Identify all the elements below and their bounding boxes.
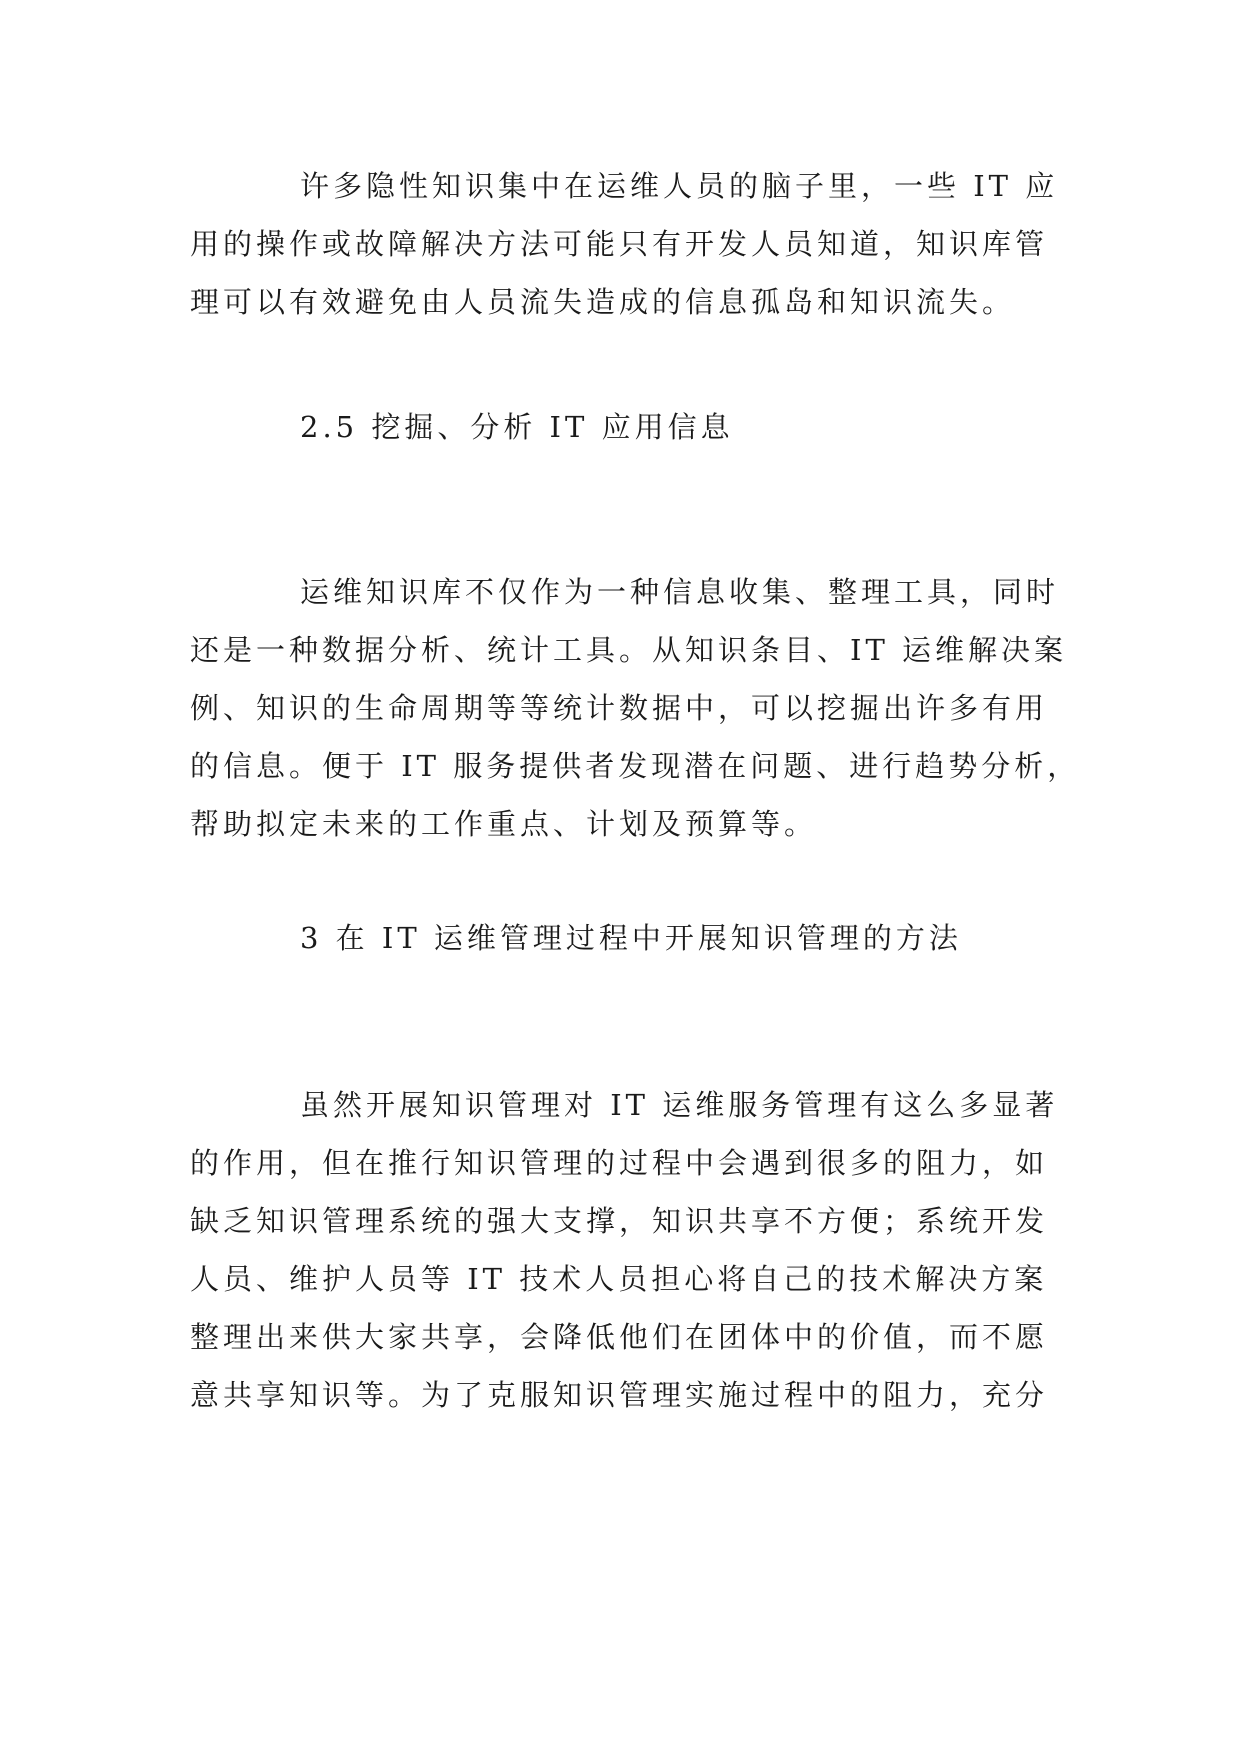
paragraph-line: 许多隐性知识集中在运维人员的脑子里，一些 IT 应	[300, 169, 1059, 203]
paragraph-obstacles	[190, 1076, 1070, 1424]
paragraph-line: 理可以有效避免由人员流失造成的信息孤岛和知识流失。	[190, 285, 1016, 319]
paragraph-line: 用的操作或故障解决方法可能只有开发人员知道，知识库管	[190, 227, 1049, 261]
paragraph-line: 意共享知识等。为了克服知识管理实施过程中的阻力，充分	[190, 1378, 1049, 1412]
paragraph-line: 例、知识的生命周期等等统计数据中，可以挖掘出许多有用	[190, 691, 1049, 725]
section-heading-2-5: 2.5 挖掘、分析 IT 应用信息	[300, 410, 734, 444]
paragraph-line: 还是一种数据分析、统计工具。从知识条目、IT 运维解决案	[190, 633, 1068, 667]
section-heading-3: 3 在 IT 运维管理过程中开展知识管理的方法	[300, 921, 962, 955]
paragraph-line: 帮助拟定未来的工作重点、计划及预算等。	[190, 807, 818, 841]
paragraph-line: 的信息。便于 IT 服务提供者发现潜在问题、进行趋势分析，	[190, 749, 1081, 783]
paragraph-line: 缺乏知识管理系统的强大支撑，知识共享不方便；系统开发	[190, 1204, 1049, 1238]
paragraph-data-analysis	[190, 563, 1081, 853]
paragraph-line: 虽然开展知识管理对 IT 运维服务管理有这么多显著	[300, 1088, 1059, 1122]
paragraph-line: 的作用，但在推行知识管理的过程中会遇到很多的阻力，如	[190, 1146, 1049, 1180]
paragraph-line: 运维知识库不仅作为一种信息收集、整理工具，同时	[300, 575, 1060, 609]
paragraph-knowledge-loss	[190, 157, 1070, 331]
paragraph-line: 人员、维护人员等 IT 技术人员担心将自己的技术解决方案	[190, 1262, 1048, 1296]
paragraph-line: 整理出来供大家共享，会降低他们在团体中的价值，而不愿	[190, 1320, 1049, 1354]
